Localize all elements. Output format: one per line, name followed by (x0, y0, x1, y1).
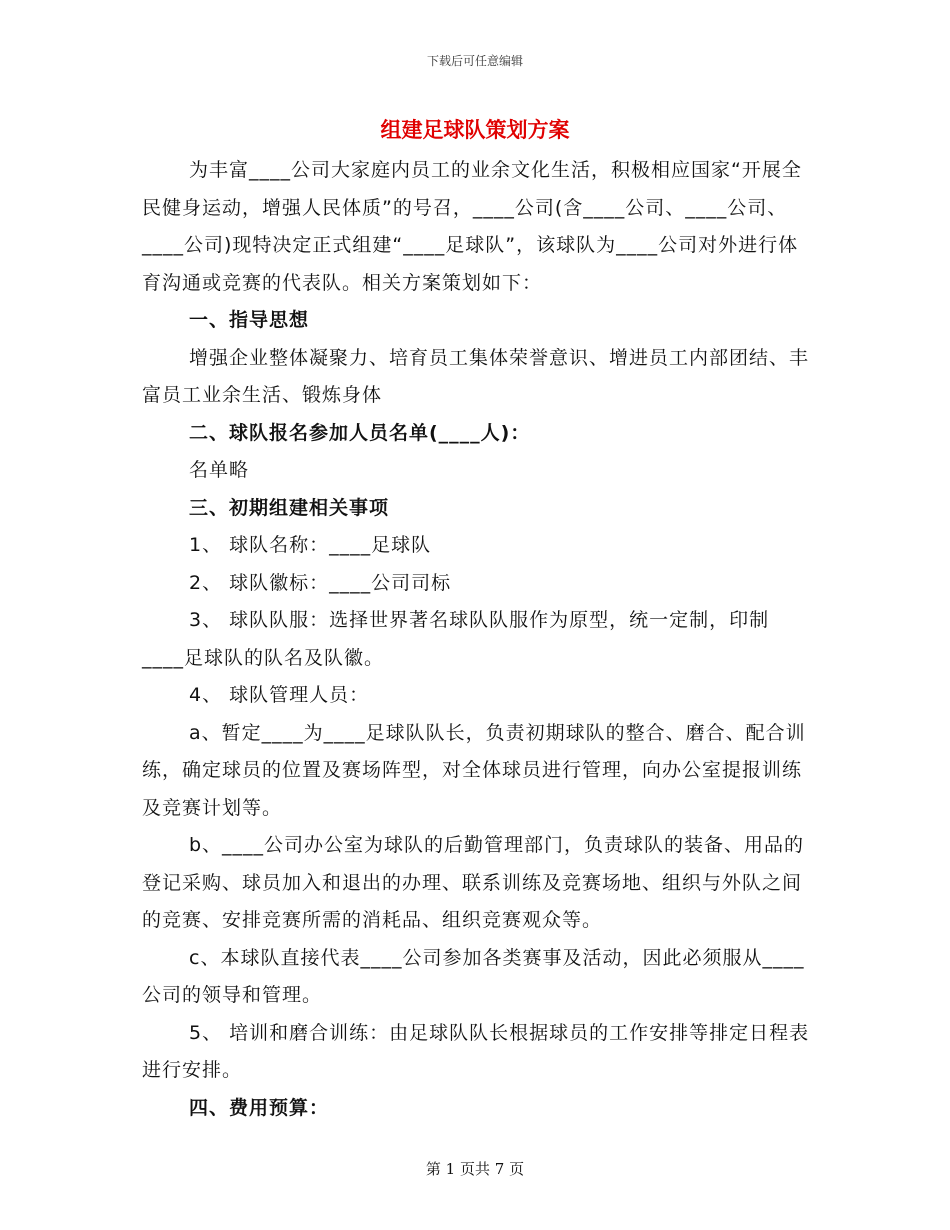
team-management-item: 4、 球队管理人员： (189, 684, 370, 706)
management-item-c: c、本球队直接代表____公司参加各类赛事及活动，因此必须服从____公司的领导和管理。 (142, 946, 805, 1006)
document-body (142, 152, 810, 1127)
section-heading-budget: 四、费用预算： (189, 1096, 330, 1119)
guiding-ideology-text: 增强企业整体凝聚力、培育员工集体荣誉意识、增进员工内部团结、丰富员工业余生活、锻炼身体 (142, 346, 810, 406)
team-uniform-item: 3、 球队队服：选择世界著名球队队服作为原型，统一定制，印制____足球队的队名及队徽。 (142, 609, 770, 669)
section-heading-initial-setup: 三、初期组建相关事项 (189, 496, 390, 519)
section-heading-roster: 二、球队报名参加人员名单(____人)： (189, 421, 531, 444)
roster-text: 名单略 (189, 459, 250, 481)
management-item-b: b、____公司办公室为球队的后勤管理部门，负责球队的装备、用品的登记采购、球员加入和退出的办理、联系训练及竞赛场地、组织与外队之间的竞赛、安排竞赛所需的消耗品、组织竞赛观众等。 (142, 834, 805, 931)
management-item-a: a、暂定____为____足球队队长，负责初期球队的整合、磨合、配合训练，确定球员的位置及赛场阵型，对全体球员进行管理，向办公室提报训练及竞赛计划等。 (142, 721, 806, 819)
document-title: 组建足球队策划方案 (380, 118, 570, 142)
header-note: 下载后可任意编辑 (426, 54, 523, 68)
team-name-item: 1、 球队名称：____足球队 (189, 534, 432, 556)
intro-paragraph: 为丰富____公司大家庭内员工的业余文化生活，积极相应国家“开展全民健身运动，增强人民体质”的号召，____公司(含____公司、____公司、____公司)现特决定正式组建“____足球队”，该球队为____公司对外进行体育沟通或竞赛的代表队。相关方案策划如下： (142, 159, 802, 294)
team-logo-item: 2、 球队徽标：____公司司标 (189, 571, 452, 594)
section-heading-guiding-ideology: 一、指导思想 (189, 309, 310, 331)
page-number: 第 1 页共 7 页 (425, 1160, 525, 1178)
training-item: 5、 培训和磨合训练：由足球队队长根据球员的工作安排等排定日程表进行安排。 (142, 1021, 810, 1081)
